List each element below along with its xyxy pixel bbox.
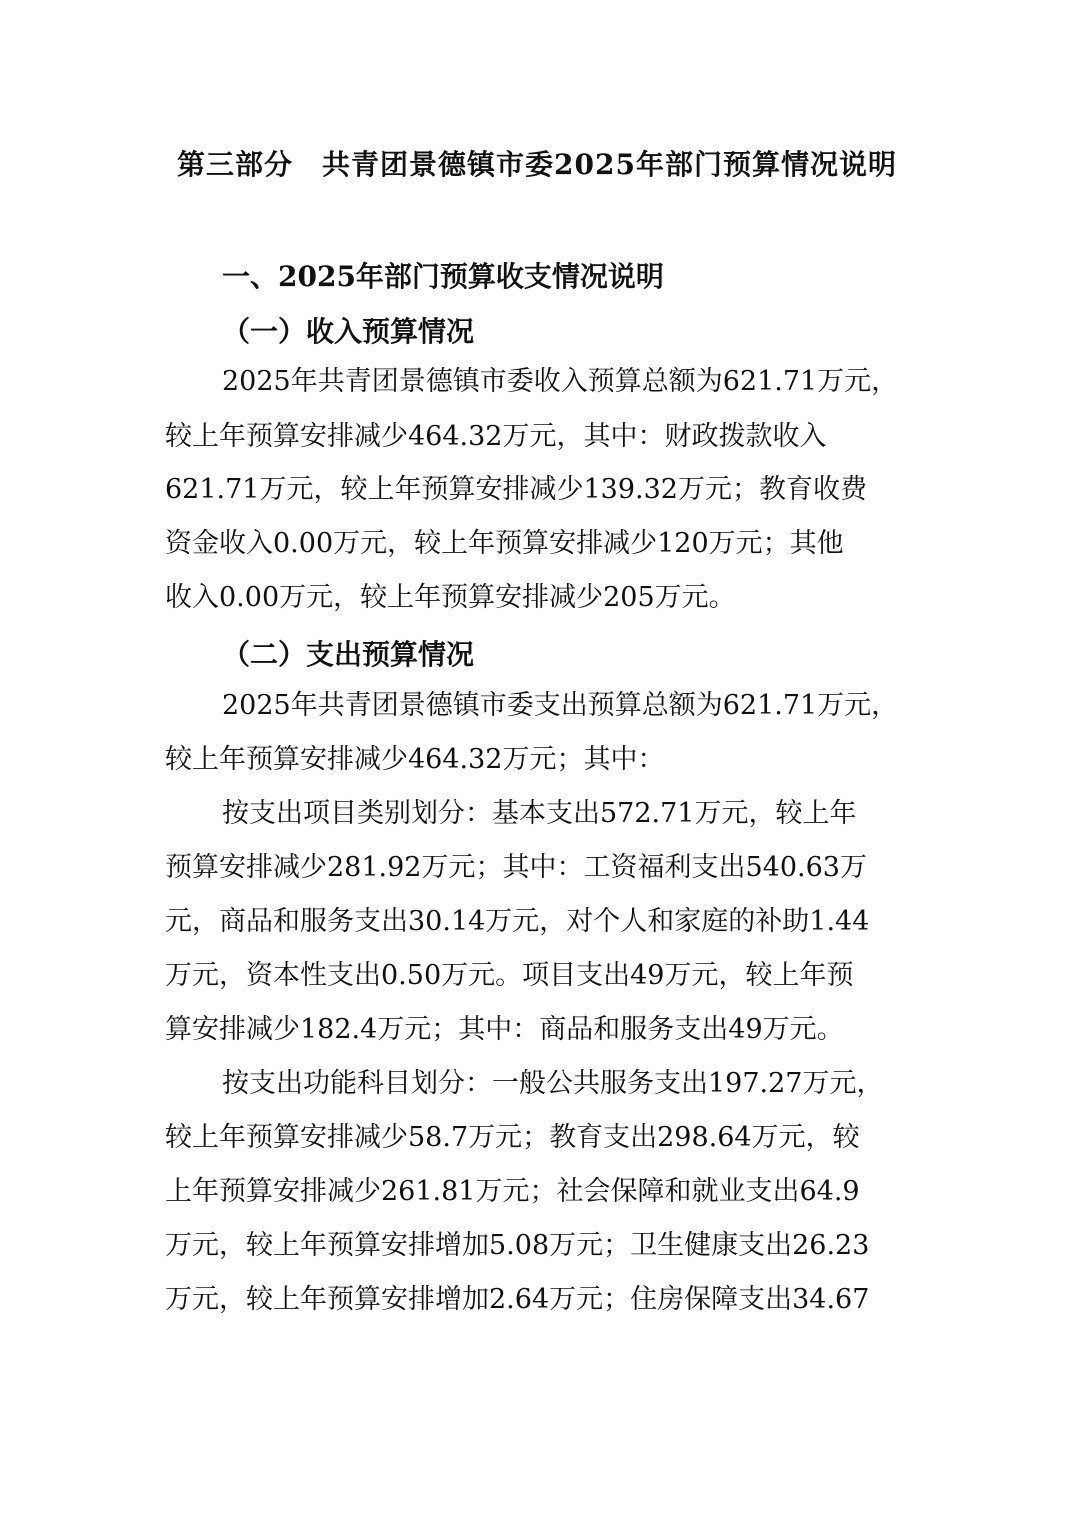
income-paragraph-line: 资金收入0.00万元，较上年预算安排减少120万元；其他 [165, 528, 844, 559]
income-paragraph-line: 2025年共青团景德镇市委收入预算总额为621.71万元， [222, 366, 899, 397]
subheading-income-budget: （一）收入预算情况 [222, 315, 475, 348]
expense-function-line: 万元，较上年预算安排增加2.64万元；住房保障支出34.67 [165, 1284, 870, 1315]
expense-total-line: 2025年共青团景德镇市委支出预算总额为621.71万元， [222, 690, 899, 721]
expense-category-line: 按支出项目类别划分：基本支出572.71万元，较上年 [222, 798, 857, 829]
income-paragraph-line: 较上年预算安排减少464.32万元，其中：财政拨款收入 [165, 421, 827, 452]
expense-total-line: 较上年预算安排减少464.32万元；其中： [165, 744, 665, 775]
expense-function-line: 较上年预算安排减少58.7万元；教育支出298.64万元，较 [165, 1122, 860, 1153]
expense-function-line: 按支出功能科目划分：一般公共服务支出197.27万元， [222, 1068, 884, 1099]
document-title: 第三部分 共青团景德镇市委2025年部门预算情况说明 [177, 148, 897, 181]
expense-category-line: 元，商品和服务支出30.14万元，对个人和家庭的补助1.44 [165, 906, 870, 937]
section-heading-budget-overview: 一、2025年部门预算收支情况说明 [222, 260, 664, 293]
expense-category-line: 万元，资本性支出0.50万元。项目支出49万元，较上年预 [165, 960, 854, 991]
subheading-expense-budget: （二）支出预算情况 [222, 638, 475, 671]
expense-category-line: 预算安排减少281.92万元；其中：工资福利支出540.63万 [165, 852, 867, 883]
expense-function-line: 万元，较上年预算安排增加5.08万元；卫生健康支出26.23 [165, 1230, 870, 1261]
income-paragraph-line: 621.71万元，较上年预算安排减少139.32万元；教育收费 [165, 474, 867, 505]
income-paragraph-line: 收入0.00万元，较上年预算安排减少205万元。 [165, 582, 736, 613]
expense-category-line: 算安排减少182.4万元；其中：商品和服务支出49万元。 [165, 1014, 844, 1045]
expense-function-line: 上年预算安排减少261.81万元；社会保障和就业支出64.9 [165, 1176, 860, 1207]
